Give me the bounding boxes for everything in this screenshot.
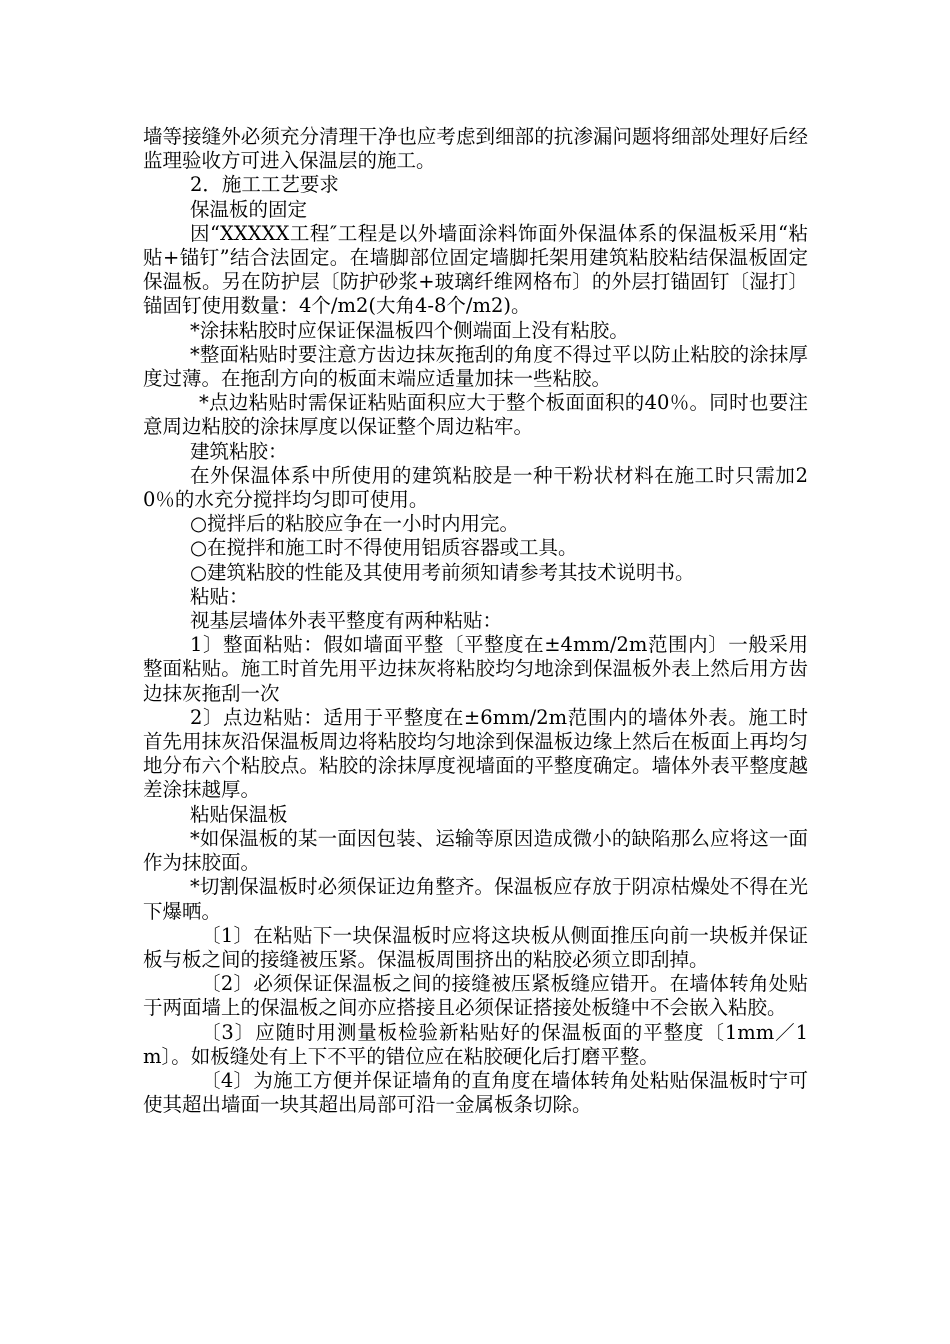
section-heading: 2．施工工艺要求	[190, 173, 339, 197]
numbered-paragraph: 〔1〕在粘贴下一块保温板时应将这块板从侧面推压向前一块板并保证板与板之间的接缝被压紧。保温板周围挤出的粘胶必须立即刮掉。	[143, 923, 808, 971]
bullet-paragraph: *涂抹粘胶时应保证保温板四个侧端面上没有粘胶。	[190, 318, 629, 342]
numbered-paragraph: 〔2〕必须保证保温板之间的接缝被压紧板缝应错开。在墙体转角处贴于两面墙上的保温板之间亦应搭接且必须保证搭接处板缝中不会嵌入粘胶。	[143, 972, 808, 1020]
list-item: ○搅拌后的粘胶应争在一小时内用完。	[190, 512, 520, 536]
paragraph: 在外保温体系中所使用的建筑粘胶是一种干粉状材料在施工时只需加20％的水充分搅拌均匀即可使用。	[143, 463, 808, 512]
bullet-paragraph: *切割保温板时必须保证边角整齐。保温板应存放于阴凉枯燥处不得在光下爆晒。	[143, 875, 808, 923]
bullet-paragraph: *点边粘贴时需保证粘贴面积应大于整个板面面积的40％。同时也要注意周边粘胶的涂抹厚度以保证整个周边粘牢。	[143, 391, 808, 439]
paragraph: 墙等接缝外必须充分清理干净也应考虑到细部的抗渗漏问题将细部处理好后经监理验收方可进入保温层的施工。	[143, 125, 808, 173]
list-item: ○建筑粘胶的性能及其使用考前须知请参考其技术说明书。	[190, 560, 695, 584]
numbered-paragraph: 1〕整面粘贴：假如墙面平整〔平整度在±4mm/2m范围内〕一般采用整面粘贴。施工时首先用平边抹灰将粘胶均匀地涂到保温板外表上然后用方齿边抹灰拖刮一次	[143, 633, 808, 705]
bullet-paragraph: *整面粘贴时要注意方齿边抹灰拖刮的角度不得过平以防止粘胶的涂抹厚度过薄。在拖刮方向的板面末端应适量加抹一些粘胶。	[143, 342, 808, 391]
numbered-paragraph: 〔3〕应随时用测量板检验新粘贴好的保温板面的平整度〔1mm／1m〕。如板缝处有上下不平的错位应在粘胶硬化后打磨平整。	[143, 1020, 808, 1068]
list-item: ○在搅拌和施工时不得使用铝质容器或工具。	[190, 536, 578, 560]
paragraph: 因“XXXXX工程″工程是以外墙面涂料饰面外保温体系的保温板采用“粘贴+锚钉”结合法固定。在墙脚部位固定墙脚托架用建筑粘胶粘结保温板固定保温板。另在防护层〔防护砂浆+玻璃纤维网格布〕的外层打锚固钉〔湿打〕锚固钉使用数量：4个/m2(大角4-8个/m2)。	[143, 221, 808, 318]
document-body	[143, 125, 808, 1117]
subsection-heading: 粘贴保温板	[190, 802, 288, 826]
subsection-heading: 保温板的固定	[190, 197, 308, 221]
subsection-heading: 粘贴：	[190, 584, 249, 608]
bullet-paragraph: *如保温板的某一面因包装、运输等原因造成微小的缺陷那么应将这一面作为抹胶面。	[143, 826, 808, 875]
numbered-paragraph: 2〕点边粘贴：适用于平整度在±6mm/2m范围内的墙体外表。施工时首先用抹灰沿保温板周边将粘胶均匀地涂到保温板边缘上然后在板面上再均匀地分布六个粘胶点。粘胶的涂抹厚度视墙面的平整度确定。墙体外表平整度越差涂抹越厚。	[143, 705, 808, 802]
paragraph: 视基层墙体外表平整度有两种粘贴：	[190, 609, 503, 633]
subsection-heading: 建筑粘胶：	[190, 439, 288, 463]
numbered-paragraph: 〔4〕为施工方便并保证墙角的直角度在墙体转角处粘贴保温板时宁可使其超出墙面一块其超出局部可沿一金属板条切除。	[143, 1068, 808, 1117]
